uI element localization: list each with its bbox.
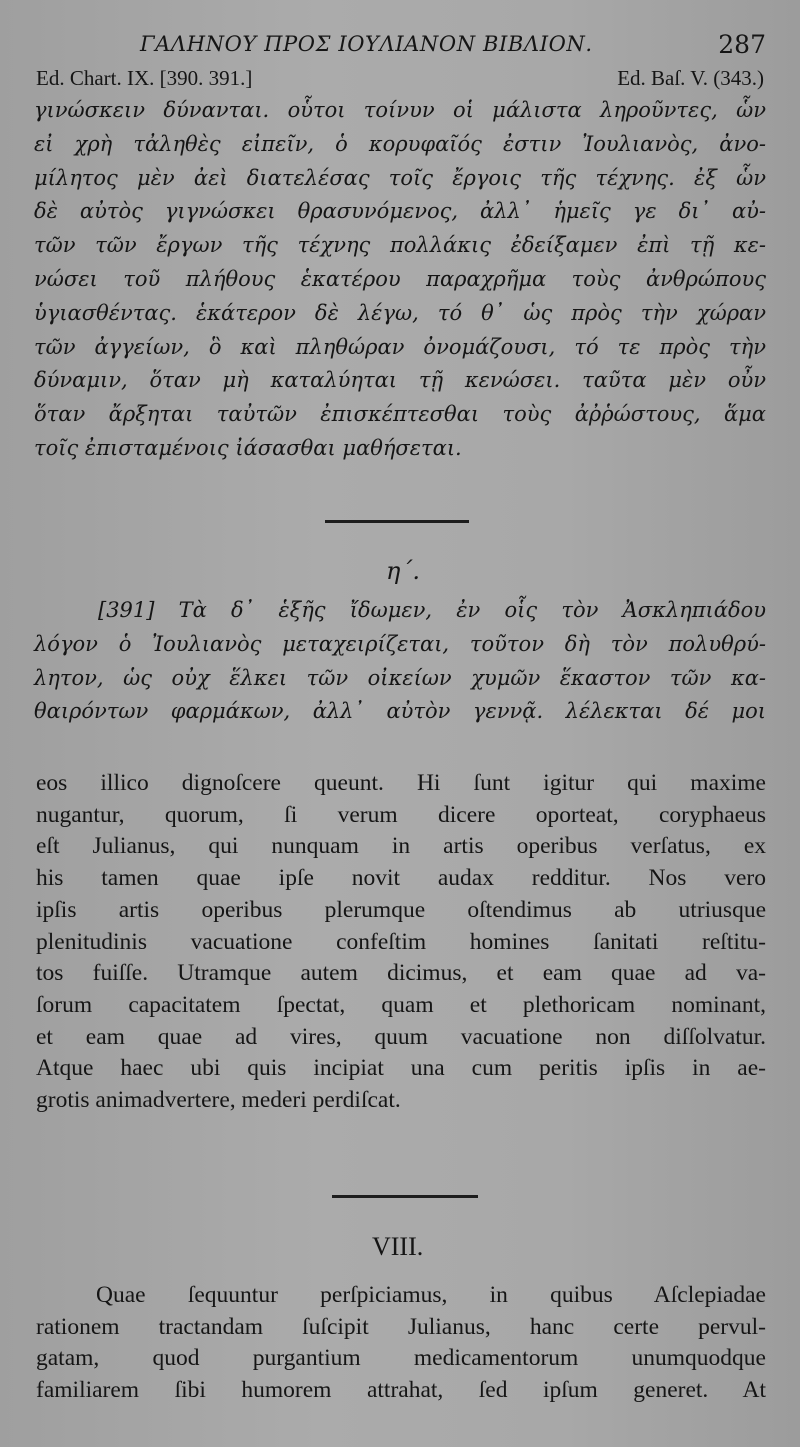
greek-line: τῶν ἀγγείων, ὃ καὶ πληθώραν ὀνομάζουσι, τό τε πρὸς τὴν [34,334,766,359]
latin-line: Quae ſequuntur perſpiciamus, in quibus Aſclepiadae [96,1282,766,1308]
latin-text-block-1 [36,768,766,1117]
latin-line: eſt Julianus, qui nunquam in artis operibus verſatus, ex [36,833,766,860]
latin-line: tos fuiſſe. Utramque autem dicimus, et eam quae ad va- [36,960,766,987]
page-number: 287 [718,30,766,59]
latin-line: Atque haec ubi quis incipiat una cum peritis ipſis in ae- [36,1055,766,1082]
greek-line: [391] Τὰ δ᾽ ἑξῆς ἴδωμεν, ἐν οἷς τὸν Ἀσκληπιάδου [98,598,766,622]
greek-line: ὑγιασθέντας. ἑκάτερον δὲ λέγω, τό θ᾽ ὡς πρὸς τὴν χώραν [34,300,766,325]
latin-line: ipſis artis operibus plerumque oſtendimus ab utriusque [36,896,766,923]
greek-line: τοῖς ἐπισταμένοις ἰάσασθαι μαθήσεται. [34,435,462,460]
latin-line: gatam, quod purgantium medicamentorum unumquodque [36,1345,766,1372]
greek-line: θαιρόντων φαρμάκων, ἀλλ᾽ αὐτὸν γεννᾷ. λέλεκται δέ μοι [34,699,766,724]
section-divider-rule [332,1195,478,1198]
latin-line: ſorum capacitatem ſpectat, quam et plethoricam nominant, [36,991,766,1018]
edition-chart-reference: Ed. Chart. IX. [390. 391.] [36,66,253,90]
greek-line: εἰ χρὴ τἀληθὲς εἰπεῖν, ὁ κορυφαῖός ἐστιν Ἰουλιανὸς, ἀνο- [34,131,766,156]
latin-line: nugantur, quorum, ſi verum dicere oporteat, coryphaeus [36,801,766,828]
latin-line: rationem tractandam ſuſcipit Julianus, hanc certe pervul- [36,1313,766,1340]
latin-line: grotis animadvertere, mederi perdiſcat. [36,1087,401,1114]
greek-line: τῶν τῶν ἔργων τῆς τέχνης πολλάκις ἐδείξαμεν ἐπὶ τῇ κε- [34,233,766,258]
page-header [30,28,770,62]
latin-line: eos illico dignoſcere queunt. Hi ſunt igitur qui maxime [36,770,766,796]
section-divider-rule [325,520,469,523]
edition-reference-line [36,66,764,96]
greek-text-block-2 [34,594,766,729]
greek-line: νώσει τοῦ πλήθους ἑκατέρου παραχρῆμα τοὺς ἀνθρώπους [34,266,766,291]
latin-text-block-2 [36,1280,766,1407]
greek-line: ὅταν ἄρξηται ταὐτῶν ἐπισκέπτεσθαι τοὺς ἀῤῥώστους, ἅμα [34,402,766,427]
greek-section-number: η΄. [386,557,421,585]
running-title: ΓΑΛΗΝΟΥ ΠΡΟΣ ΙΟΥΛΙΑΝΟΝ ΒΙΒΛΙΟΝ. [140,32,593,56]
latin-line: his tamen quae ipſe novit audax redditur. Nos vero [36,865,766,892]
latin-line: familiarem ſibi humorem attrahat, ſed ipſum generet. At [36,1377,766,1404]
greek-line: δύναμιν, ὅταν μὴ καταλύηται τῇ κενώσει. ταῦτα μὲν οὖν [34,368,766,393]
greek-line: λητον, ὡς οὐχ ἕλκει τῶν οἰκείων χυμῶν ἕκαστον τῶν κα- [34,665,766,690]
edition-basel-reference: Ed. Baſ. V. (343.) [617,66,764,90]
greek-line: γινώσκειν δύνανται. οὗτοι τοίνυν οἱ μάλιστα ληροῦντες, ὧν [34,98,766,122]
greek-line: λόγον ὁ Ἰουλιανὸς μεταχειρίζεται, τοῦτον δὴ τὸν πολυθρύ- [34,631,766,656]
greek-line: μίλητος μὲν ἀεὶ διατελέσας τοῖς ἔργοις τῆς τέχνης. ἐξ ὧν [34,165,766,190]
latin-section-number: VIII. [372,1232,424,1261]
latin-line: plenitudinis vacuatione confeſtim homines ſanitati reſtitu- [36,928,766,955]
latin-line: et eam quae ad vires, quum vacuatione non diſſolvatur. [36,1023,766,1050]
greek-text-block-1 [34,94,766,466]
greek-line: δὲ αὐτὸς γιγνώσκει θρασυνόμενος, ἀλλ᾽ ἡμεῖς γε δι᾽ αὐ- [34,199,766,224]
